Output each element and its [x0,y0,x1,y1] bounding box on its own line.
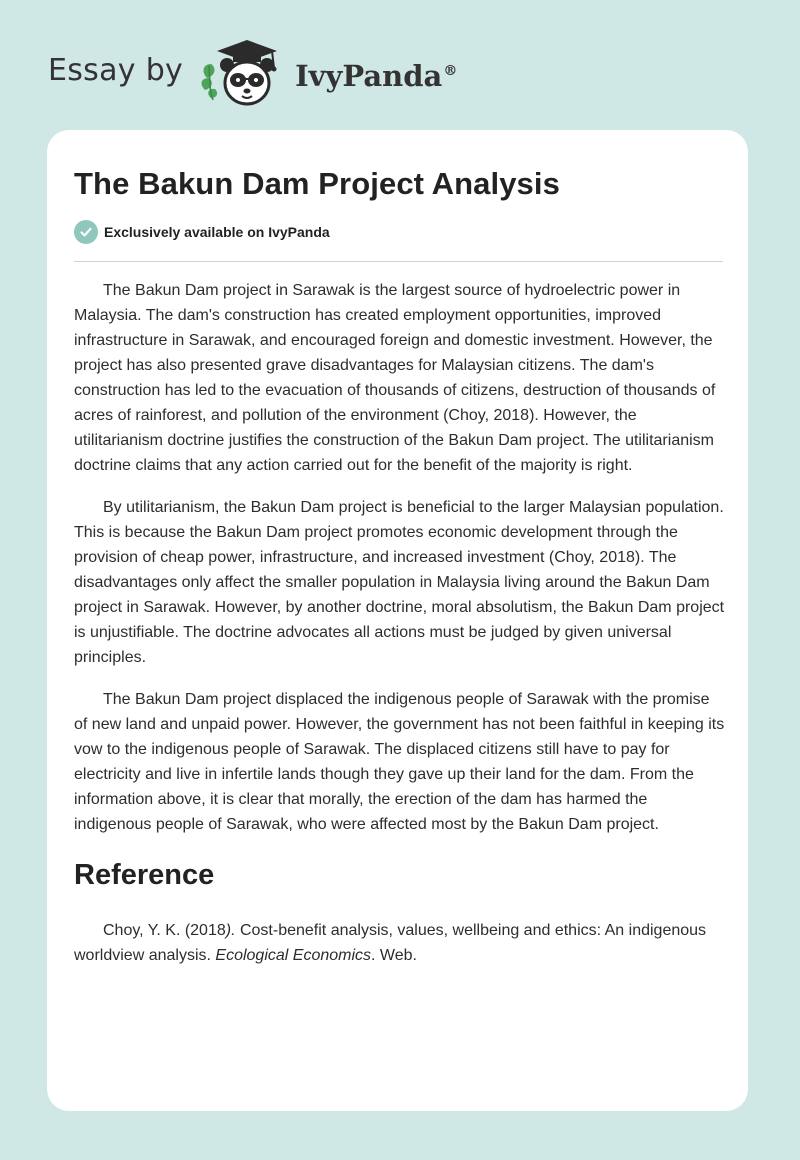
paragraph: By utilitarianism, the Bakun Dam project is beneficial to the larger Malaysian population. This is because the Bakun Dam project promotes economic development through the provision of cheap power, infrastructure, and increased investment (Choy, 2018). The disadvantages only affect the smaller population in Malaysia living around the Bakun Dam project in Sarawak. However, by another doctrine, moral absolutism, the Bakun Dam project is unjustifiable. The doctrine advocates all actions must be judged by given universal principles. [74,499,725,666]
essay-body [74,278,726,968]
paragraph: The Bakun Dam project in Sarawak is the largest source of hydroelectric power in Malaysia. The dam's construction has created employment opportunities, improved infrastructure in Sarawak, and encouraged foreign and domestic investment. However, the project has also presented grave disadvantages for Malaysian citizens. The dam's construction has led to the evacuation of thousands of citizens, destruction of thousands of acres of rainforest, and pollution of the environment (Choy, 2018). However, the utilitarianism doctrine justifies the construction of the Bakun Dam project. The utilitarianism doctrine claims that any action carried out for the benefit of the majority is right. [74,282,716,474]
page-title: The Bakun Dam Project Analysis [74,166,560,201]
reference-year-close: ). [225,922,236,939]
brand-name: IvyPanda® [295,59,458,93]
reference-suffix: . Web. [371,947,417,964]
brand-prefix: Essay by [48,52,184,88]
brand-header [48,38,457,110]
reference-authors: Choy, Y. K. (2018 [103,922,226,939]
reference-journal: Ecological Economics [215,947,372,964]
divider [74,261,723,262]
check-icon [74,220,98,244]
exclusive-badge [74,220,330,244]
reference-entry [74,918,726,968]
reference-heading: Reference [74,859,215,891]
registered-mark: ® [443,63,458,80]
reference-title: Cost-benefit analysis, values, wellbeing and ethics: An indigenous worldview analysis. [74,922,707,964]
essay-card [47,130,748,1111]
paragraph: The Bakun Dam project displaced the indigenous people of Sarawak with the promise of new land and unpaid power. However, the government has not been faithful in keeping its vow to the indigenous people of Sarawak. The displaced citizens still have to pay for electricity and live in infertile lands though they gave up their land for the dam. From the information above, it is clear that morally, the erection of the dam has harmed the indigenous people of Sarawak, who were affected most by the Bakun Dam project. [74,691,725,833]
badge-text: Exclusively available on IvyPanda [104,224,330,240]
panda-graduate-logo-icon [197,38,289,110]
